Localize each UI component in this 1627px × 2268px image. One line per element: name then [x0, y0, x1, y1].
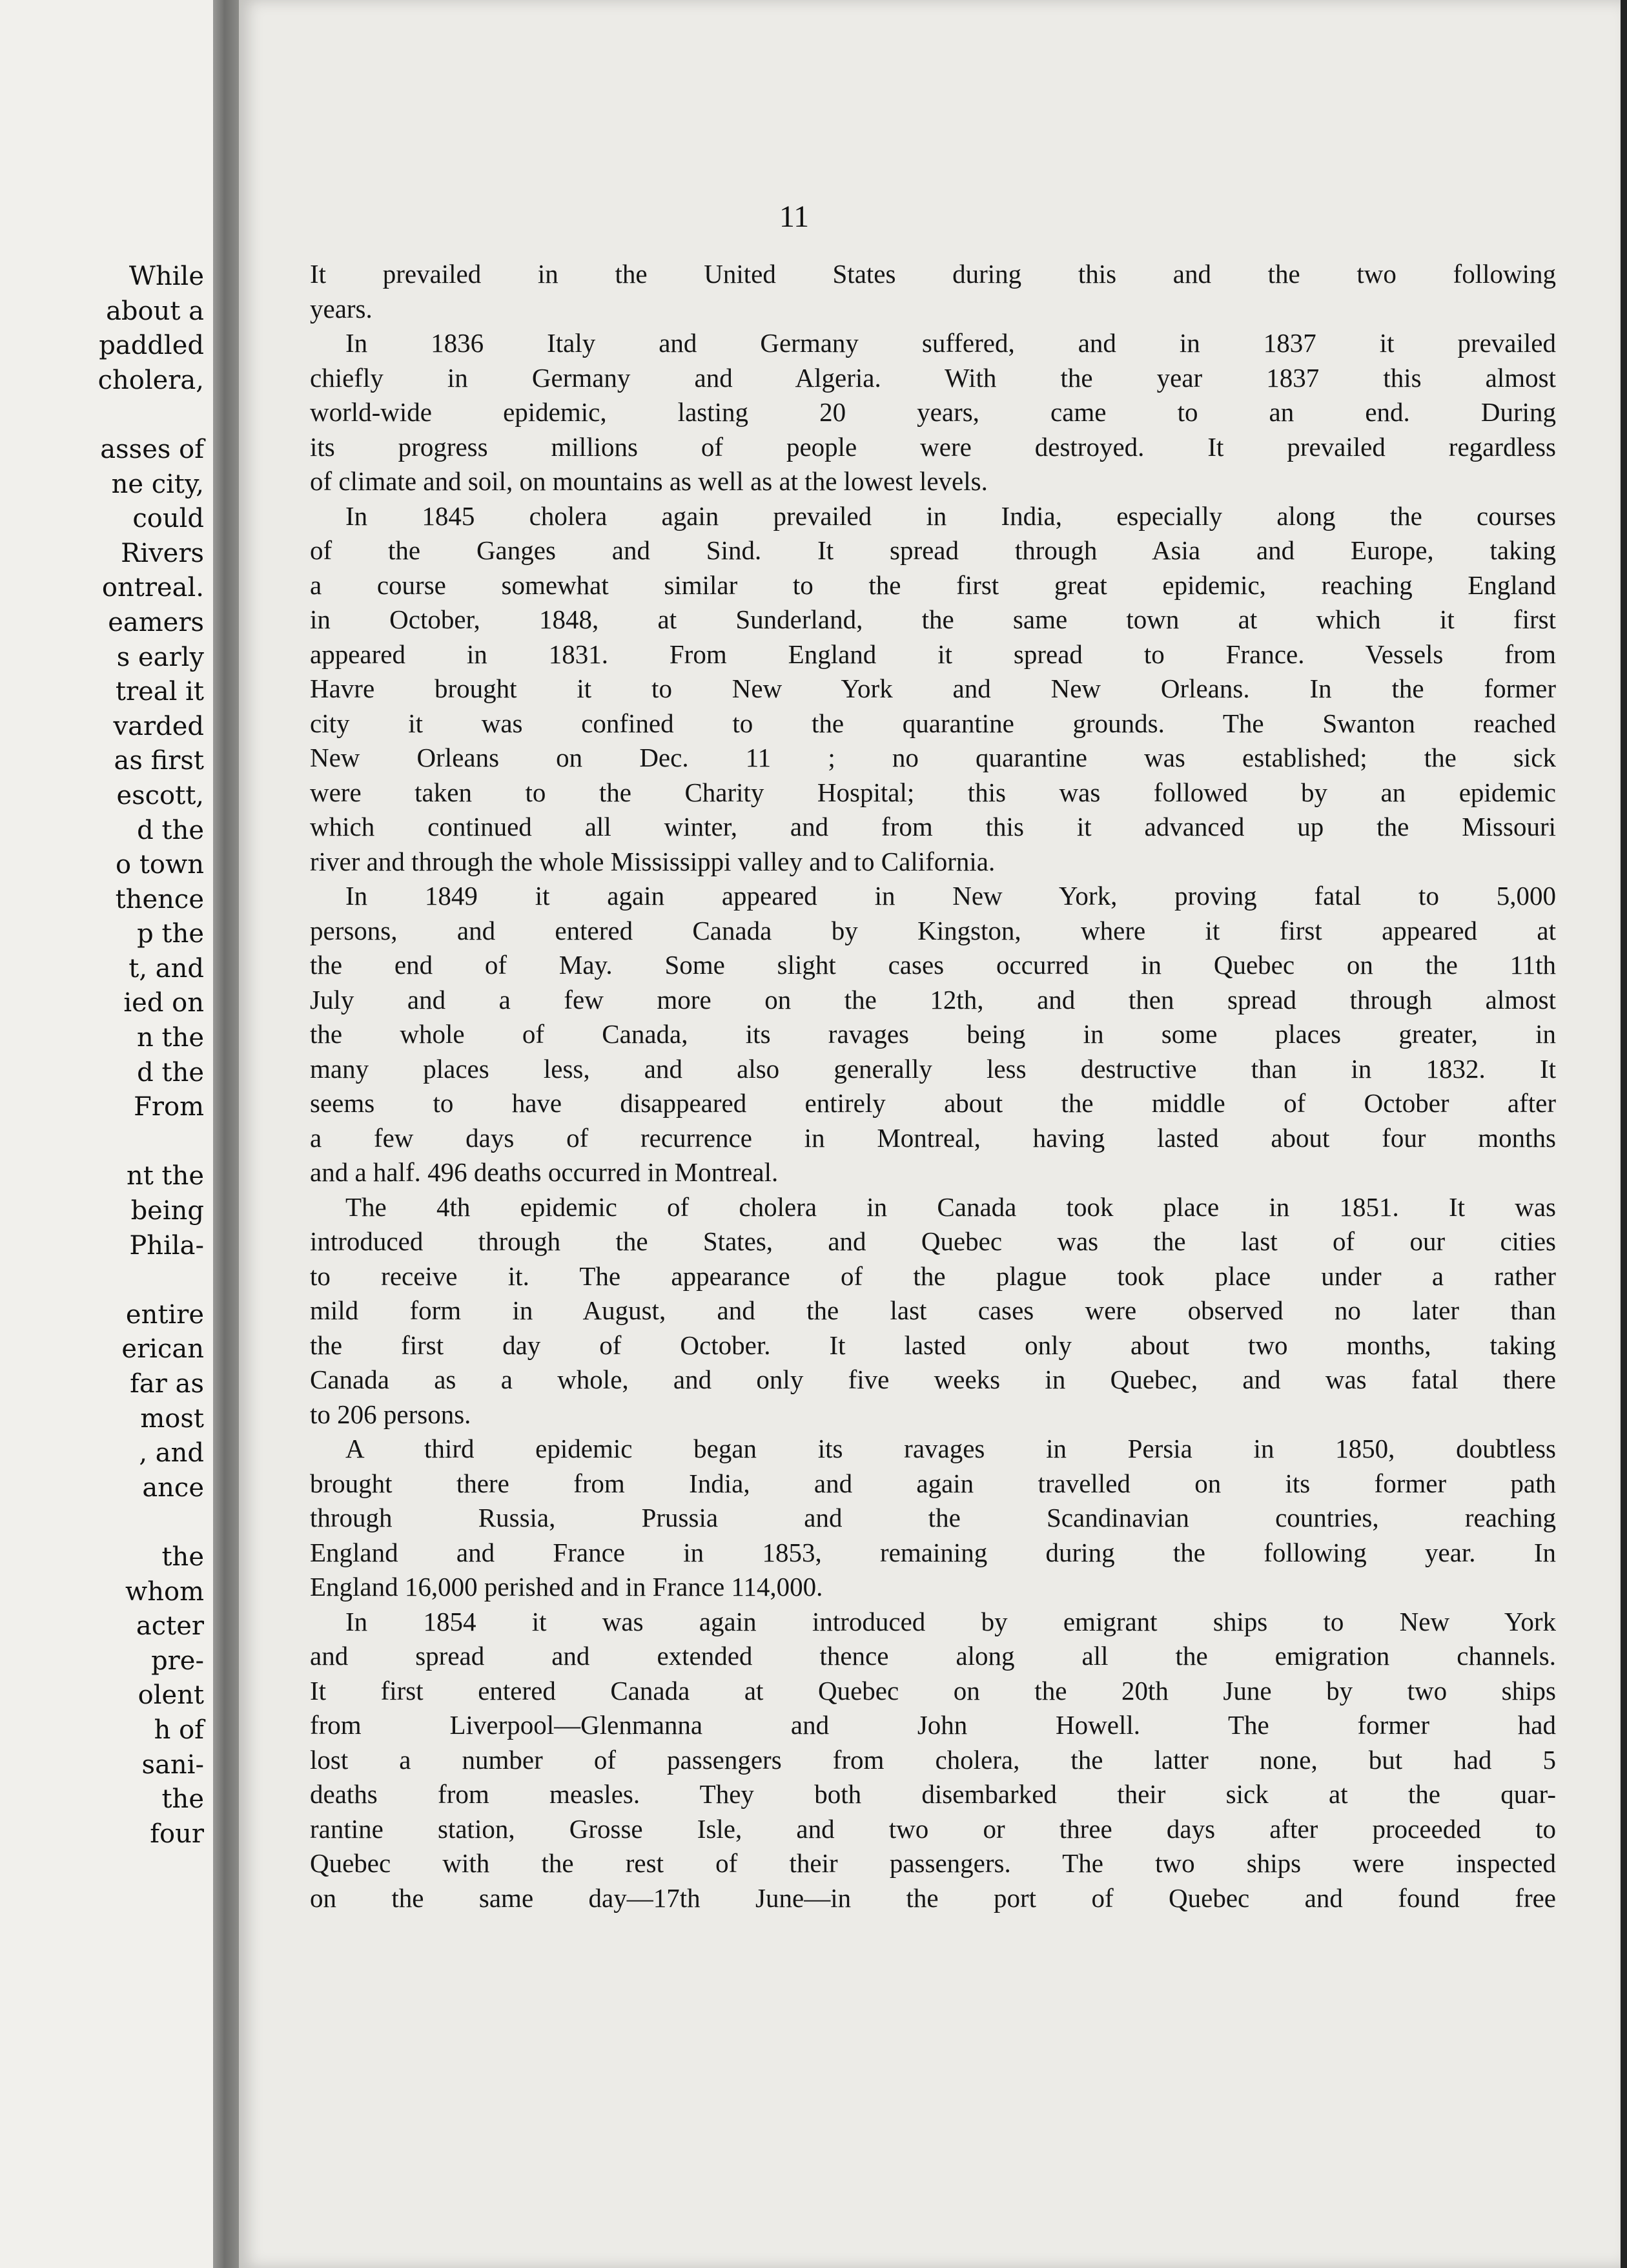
text-line: appeared in 1831. From England it spread to France. Vessels from: [310, 639, 1556, 669]
left-text-fragment: olent: [138, 1680, 204, 1711]
left-text-fragment: pre-: [151, 1645, 204, 1676]
left-text-fragment: h of: [154, 1715, 204, 1745]
left-text-fragment: the: [161, 1541, 204, 1572]
left-text-fragment: being: [130, 1196, 204, 1226]
text-line: Canada as a whole, and only five weeks in Quebec, and was fatal there: [310, 1365, 1556, 1394]
text-line: rantine station, Grosse Isle, and two or three days after proceeded to: [310, 1813, 1556, 1844]
text-line: the first day of October. It lasted only about two months, taking: [310, 1330, 1556, 1360]
text-line: brought there from India, and again travelled on its former path: [310, 1468, 1556, 1498]
left-text-fragment: p the: [137, 919, 204, 949]
left-text-fragment: four: [150, 1819, 204, 1849]
text-line: New Orleans on Dec. 11 ; no quarantine was established; the sick: [310, 743, 1556, 772]
left-text-fragment: o town: [116, 850, 204, 880]
text-line: from Liverpool—Glenmanna and John Howell. The former had: [310, 1710, 1556, 1740]
left-text-fragment: [0, 1505, 204, 1540]
left-page-fragment: [0, 0, 213, 2268]
left-text-fragment: the: [161, 1784, 204, 1815]
text-line: a few days of recurrence in Montreal, having lasted about four months: [310, 1122, 1556, 1153]
left-text-fragment: d the: [137, 815, 204, 845]
page-number: 11: [779, 200, 810, 234]
text-line: lost a number of passengers from cholera, the latter none, but had 5: [310, 1744, 1556, 1775]
left-text-fragment: Phila-: [129, 1230, 204, 1261]
left-text-fragment: t, and: [128, 953, 204, 984]
text-line: in October, 1848, at Sunderland, the same town at which it first: [310, 604, 1556, 634]
left-text-fragment: d the: [137, 1057, 204, 1088]
text-line: July and a few more on the 12th, and then spread through almost: [310, 984, 1556, 1015]
left-text-fragment: most: [140, 1403, 204, 1434]
left-text-fragment: whom: [125, 1576, 204, 1607]
text-line: Havre brought it to New York and New Orleans. In the former: [310, 674, 1556, 703]
text-line: seems to have disappeared entirely about the middle of October after: [310, 1088, 1556, 1118]
text-line: were taken to the Charity Hospital; this was followed by an epidemic: [310, 777, 1556, 807]
left-text-fragment: paddled: [99, 331, 204, 361]
left-text-fragment: Rivers: [121, 538, 204, 568]
text-line: persons, and entered Canada by Kingston, where it first appeared at: [310, 915, 1556, 945]
scan-border: [1621, 0, 1627, 2268]
left-text-fragment: nt the: [126, 1161, 204, 1191]
text-line: a course somewhat similar to the first great epidemic, reaching England: [310, 570, 1556, 600]
left-text-fragment: eamers: [108, 607, 204, 637]
left-text-fragment: could: [132, 504, 204, 534]
left-text-fragment: asses of: [100, 434, 204, 464]
left-text-fragment: n the: [137, 1023, 204, 1053]
text-line: Quebec with the rest of their passengers. The two ships were inspected: [310, 1848, 1556, 1878]
left-text-fragment: erican: [121, 1334, 204, 1365]
text-line: through Russia, Prussia and the Scandinavian countries, reaching: [310, 1503, 1556, 1532]
text-line: years.: [310, 293, 373, 324]
text-line: which continued all winter, and from this it advanced up the Missouri: [310, 812, 1556, 841]
text-line: It first entered Canada at Quebec on the 20th June by two ships: [310, 1675, 1556, 1706]
text-line: In 1849 it again appeared in New York, proving fatal to 5,000: [345, 881, 1556, 911]
left-text-fragment: treal it: [115, 677, 204, 707]
text-line: to receive it. The appearance of the plague took place under a rather: [310, 1261, 1556, 1291]
text-line: It prevailed in the United States during this and the two following: [310, 259, 1556, 289]
text-line: deaths from measles. They both disembarked their sick at the quar-: [310, 1779, 1556, 1809]
left-text-fragment: entire: [125, 1299, 204, 1330]
right-page: [239, 0, 1621, 2268]
text-line: chiefly in Germany and Algeria. With the year 1837 this almost: [310, 362, 1556, 393]
left-text-fragment: While: [128, 262, 204, 291]
text-line: the end of May. Some slight cases occurred in Quebec on the 11th: [310, 950, 1556, 980]
text-line: A third epidemic began its ravages in Persia in 1850, doubtless: [345, 1434, 1556, 1463]
text-line: world-wide epidemic, lasting 20 years, came to an end. During: [310, 397, 1556, 427]
text-line: city it was confined to the quarantine grounds. The Swanton reached: [310, 708, 1556, 738]
text-line: to 206 persons.: [310, 1399, 471, 1429]
text-line: and spread and extended thence along all the emigration channels.: [310, 1641, 1556, 1671]
text-line: the whole of Canada, its ravages being in some places greater, in: [310, 1019, 1556, 1049]
left-text-fragment: From: [134, 1092, 204, 1122]
text-line: England 16,000 perished and in France 114,000.: [310, 1572, 823, 1602]
body-text: [310, 257, 1556, 1915]
text-line: introduced through the States, and Quebec was the last of our cities: [310, 1226, 1556, 1256]
text-line: many places less, and also generally less destructive than in 1832. It: [310, 1053, 1556, 1084]
left-text-fragment: ance: [142, 1472, 204, 1503]
text-line: of climate and soil, on mountains as well as at the lowest levels.: [310, 466, 988, 496]
text-line: In 1836 Italy and Germany suffered, and in 1837 it prevailed: [345, 328, 1556, 358]
left-text-fragment: s early: [116, 642, 204, 672]
left-text-fragment: as first: [114, 746, 204, 776]
book-gutter: [213, 0, 239, 2268]
left-text-fragment: , and: [139, 1438, 204, 1469]
left-text-fragment: [0, 1125, 204, 1160]
left-text-fragment: far as: [130, 1369, 204, 1399]
text-line: The 4th epidemic of cholera in Canada took place in 1851. It was: [345, 1191, 1556, 1222]
left-text-fragment: thence: [115, 884, 204, 914]
left-page-text-column: [0, 260, 204, 1851]
text-line: on the same day—17th June—in the port of Quebec and found free: [310, 1882, 1556, 1913]
text-line: of the Ganges and Sind. It spread through Asia and Europe, taking: [310, 535, 1556, 565]
text-line: mild form in August, and the last cases were observed no later than: [310, 1295, 1556, 1325]
text-line: its progress millions of people were destroyed. It prevailed regardless: [310, 431, 1556, 462]
left-text-fragment: acter: [136, 1611, 204, 1642]
left-text-fragment: [0, 398, 204, 433]
left-text-fragment: varded: [113, 711, 204, 741]
left-text-fragment: about a: [106, 296, 204, 326]
left-text-fragment: ontreal.: [101, 573, 204, 603]
text-line: In 1854 it was again introduced by emigrant ships to New York: [345, 1606, 1556, 1636]
left-text-fragment: cholera,: [97, 365, 204, 395]
left-text-fragment: [0, 1263, 204, 1298]
text-line: river and through the whole Mississippi valley and to California.: [310, 846, 996, 876]
left-text-fragment: escott,: [116, 780, 204, 810]
left-text-fragment: ne city,: [111, 469, 204, 499]
text-line: In 1845 cholera again prevailed in India, especially along the courses: [345, 500, 1556, 531]
left-text-fragment: sani-: [141, 1749, 204, 1780]
text-line: and a half. 496 deaths occurred in Montreal.: [310, 1157, 779, 1187]
left-text-fragment: ied on: [123, 988, 204, 1018]
text-line: England and France in 1853, remaining during the following year. In: [310, 1537, 1556, 1567]
